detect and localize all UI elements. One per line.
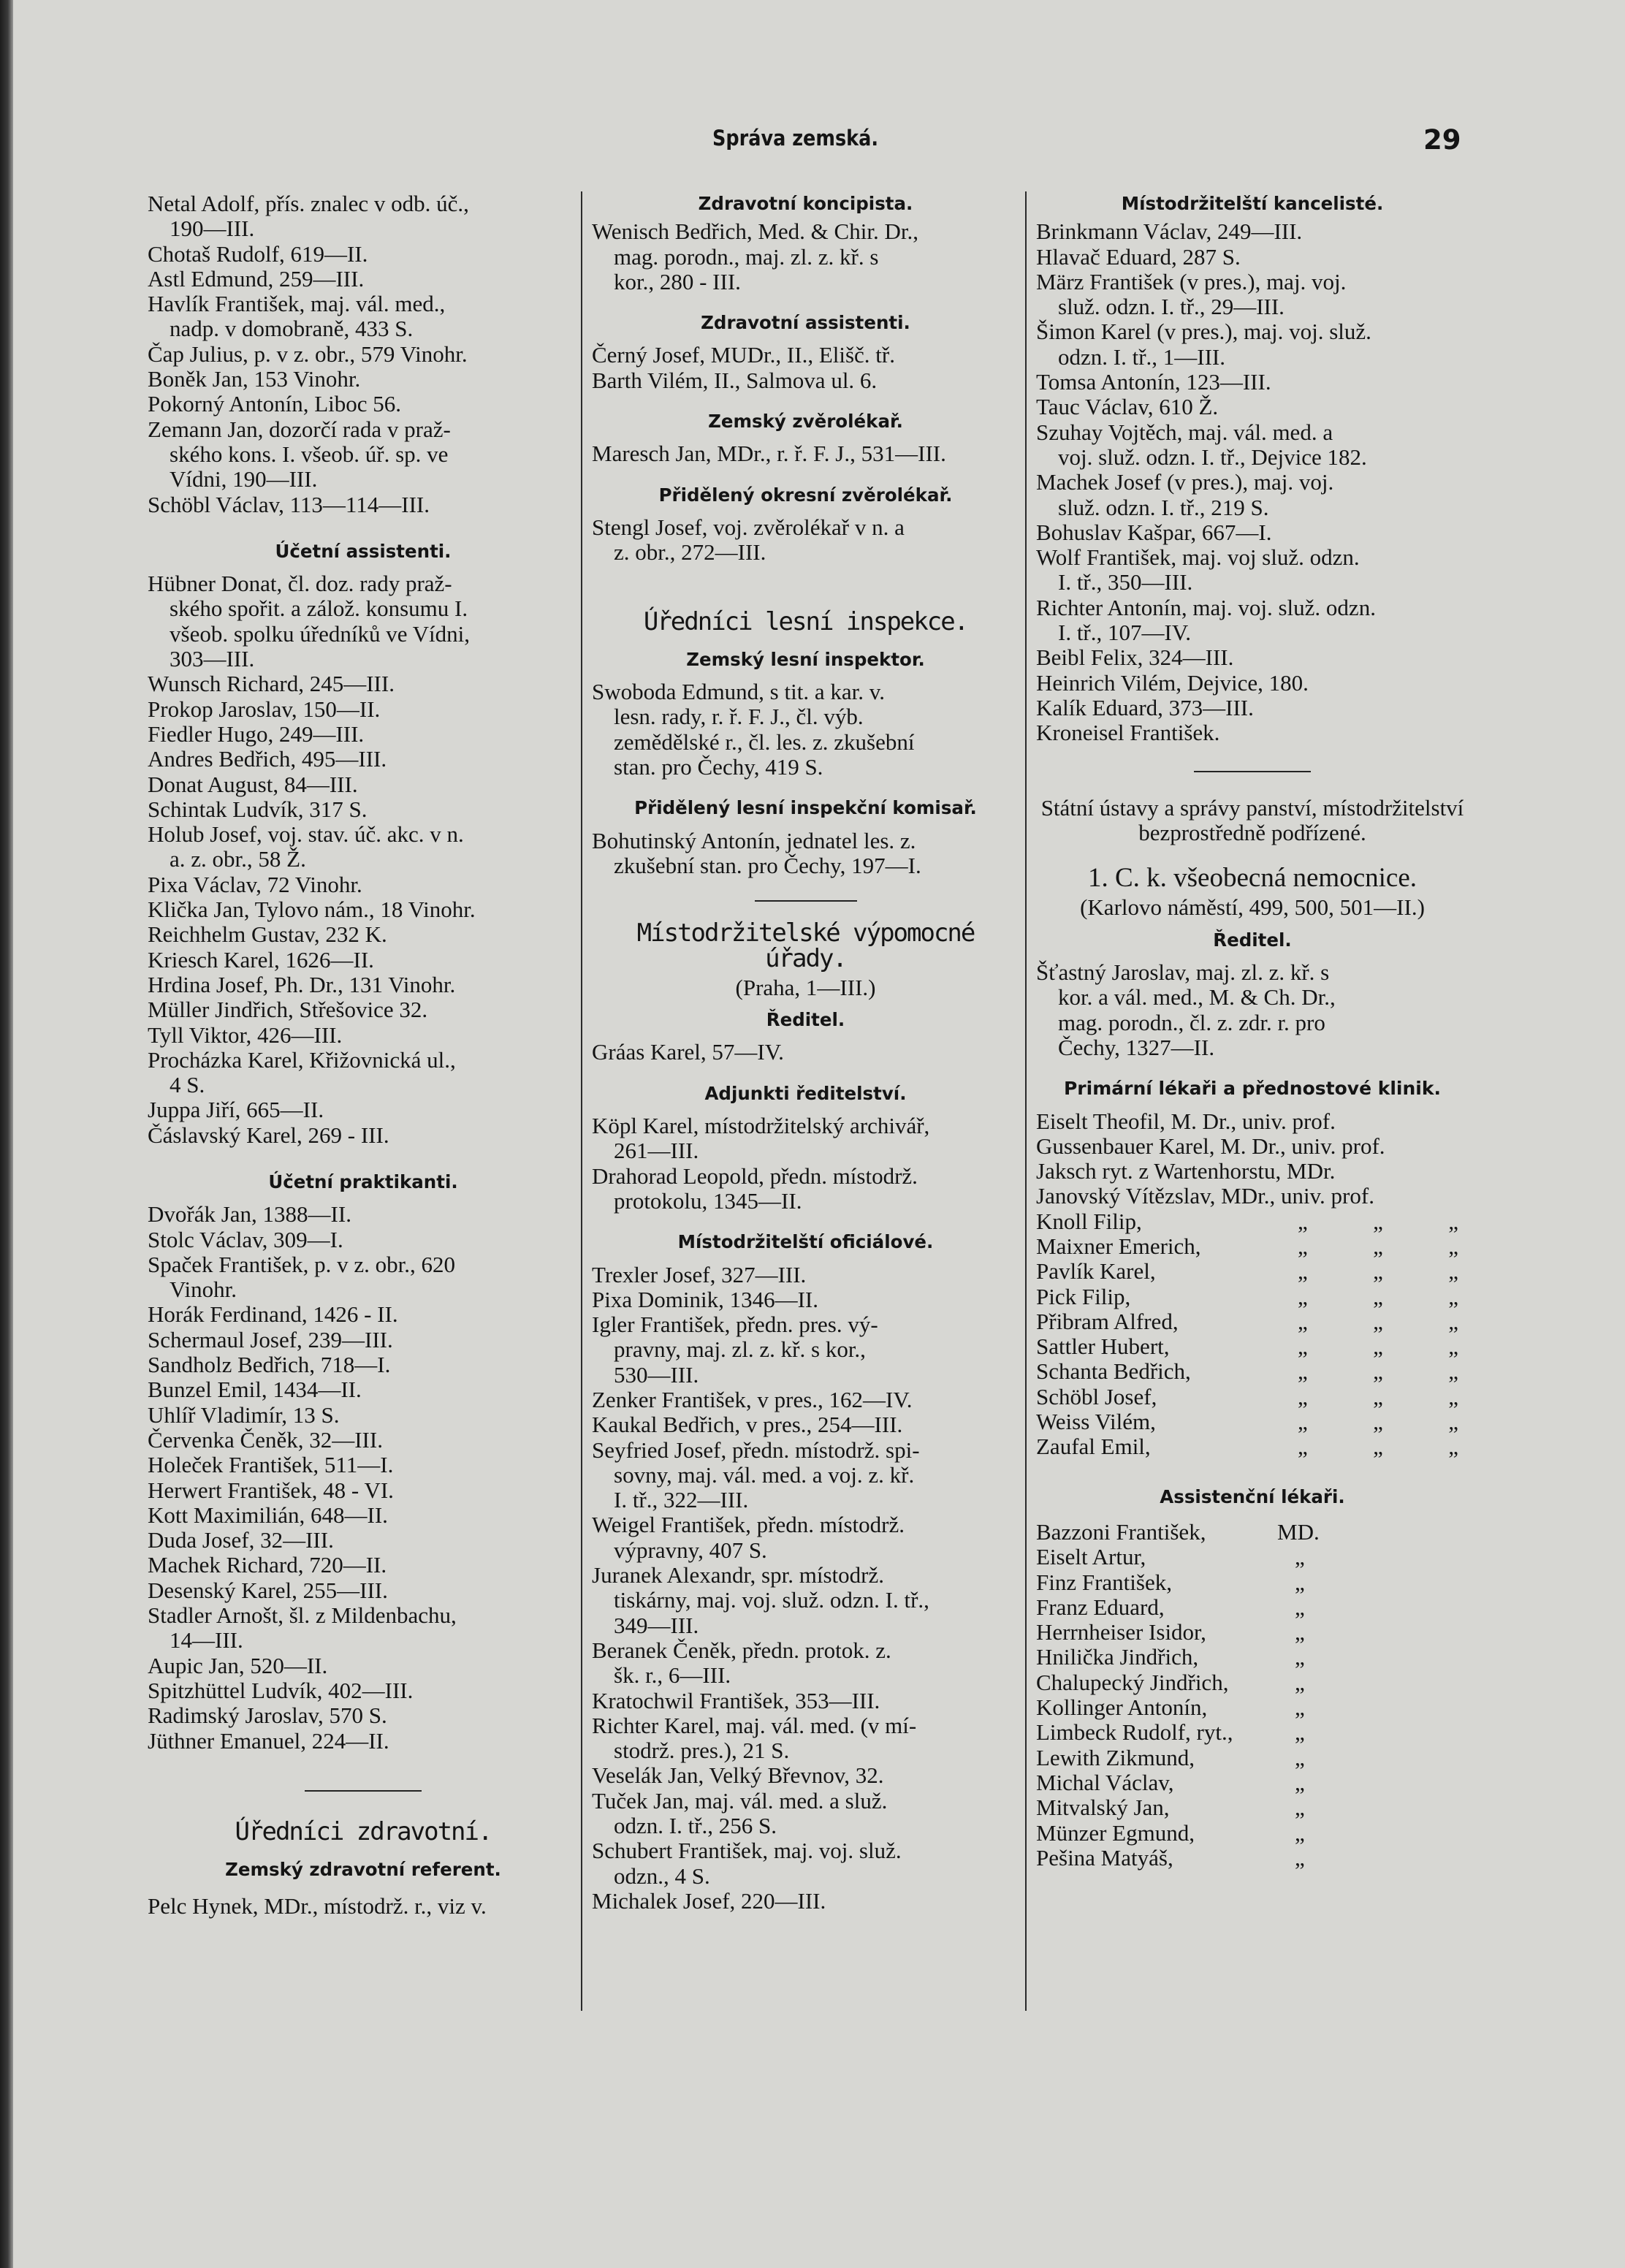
section-heading: Primární lékaři a přednostové klinik. (1063, 1078, 1441, 1100)
professor-row (1036, 1334, 1469, 1359)
entry: Wolf František, maj. voj služ. odzn. I. tř., 350—III. (1036, 544, 1360, 595)
entry: Hlavač Eduard, 287 S. (1036, 243, 1241, 270)
doctor-row (1036, 1795, 1469, 1820)
ditto-mark: „ (1373, 1434, 1383, 1460)
doctor-row (1036, 1520, 1469, 1545)
entry: Kalík Eduard, 373—III. (1036, 694, 1254, 720)
doctor-row (1036, 1570, 1469, 1595)
section-title: Úředníci lesní inspekce. (643, 606, 968, 636)
doctor-name: Finz František, (1036, 1569, 1172, 1595)
entry: Šimon Karel (v pres.), maj. voj. služ. odzn. I. tř., 1—III. (1036, 319, 1371, 370)
professor-name: Schöbl Josef, (1036, 1383, 1157, 1409)
doctor-title: MD. (1277, 1518, 1320, 1545)
entry: Kaukal Bedřich, v pres., 254—III. (592, 1412, 903, 1438)
doctor-row (1036, 1670, 1469, 1695)
professor-row (1036, 1259, 1469, 1284)
ditto-mark: „ (1298, 1208, 1308, 1234)
entry: Jaksch ryt. z Wartenhorstu, MDr. (1036, 1158, 1336, 1184)
entry: Chotaš Rudolf, 619—II. (148, 240, 368, 267)
section-heading: Účetní assistenti. (275, 540, 452, 562)
ditto-mark: „ (1373, 1308, 1383, 1334)
section-heading: Assistenční lékaři. (1160, 1485, 1345, 1507)
entry: Machek Richard, 720—II. (148, 1552, 387, 1578)
section-heading: Ředitel. (1213, 929, 1292, 951)
doctor-name: Herrnheiser Isidor, (1036, 1619, 1206, 1645)
book-spine-shadow (0, 0, 13, 2268)
ditto-mark: „ (1298, 1258, 1308, 1285)
entry: Prokop Jaroslav, 150—II. (148, 696, 381, 722)
ditto-mark: „ (1298, 1434, 1308, 1460)
column-3 (1036, 191, 1469, 1871)
entry: Müller Jindřich, Střešovice 32. (148, 997, 428, 1023)
professor-row (1036, 1385, 1469, 1409)
ditto-marks (1277, 1234, 1469, 1259)
entry: Wunsch Richard, 245—III. (148, 671, 395, 697)
column-1 (148, 191, 579, 1919)
ditto-mark: „ (1295, 1569, 1305, 1595)
ditto-marks (1277, 1334, 1469, 1359)
entry: Tuček Jan, maj. vál. med. a služ. odzn. I. tř., 256 S. (592, 1787, 888, 1839)
doctor-name: Eiselt Artur, (1036, 1544, 1146, 1570)
professor-name: Pick Filip, (1036, 1283, 1131, 1309)
ditto-mark: „ (1298, 1358, 1308, 1385)
entry: Čap Julius, p. v z. obr., 579 Vinohr. (148, 340, 468, 367)
entry: Fiedler Hugo, 249—III. (148, 720, 365, 747)
professor-row (1036, 1434, 1469, 1459)
entry: Hrdina Josef, Ph. Dr., 131 Vinohr. (148, 971, 456, 997)
entry: Heinrich Vilém, Dejvice, 180. (1036, 669, 1309, 696)
entry: Bohutinský Antonín, jednatel les. z. zkušební stan. pro Čechy, 197—I. (592, 827, 921, 878)
entry: März František (v pres.), maj. voj. služ. odzn. I. tř., 29—III. (1036, 268, 1347, 320)
professor-name: Přibram Alfred, (1036, 1308, 1179, 1334)
ditto-marks (1277, 1309, 1469, 1334)
section-heading: Zdravotní koncipista. (698, 193, 913, 214)
entry: Igler František, předn. pres. vý- pravny, maj. zl. z. kř. s kor., 530—III. (592, 1312, 878, 1388)
professor-row (1036, 1409, 1469, 1434)
professor-row (1036, 1285, 1469, 1309)
ditto-marks (1277, 1285, 1469, 1309)
divider (755, 900, 857, 902)
entry: Juppa Jiří, 665—II. (148, 1097, 324, 1123)
entry: Netal Adolf, přís. znalec v odb. úč., 190—III. (148, 191, 469, 242)
ditto-mark: „ (1295, 1719, 1305, 1746)
entry: Astl Edmund, 259—III. (148, 265, 365, 292)
section-heading: Přidělený okresní zvěrolékař. (658, 484, 953, 506)
entry: Holub Josef, voj. stav. úč. akc. v n. a. z. obr., 58 Ž. (148, 821, 464, 872)
ditto-mark: „ (1295, 1644, 1305, 1670)
ditto-mark: „ (1298, 1283, 1308, 1309)
entry: Bunzel Emil, 1434—II. (148, 1377, 362, 1403)
entry: Schintak Ludvík, 317 S. (148, 796, 368, 822)
entry: Stolc Václav, 309—I. (148, 1226, 343, 1252)
professor-row (1036, 1309, 1469, 1334)
entry: Duda Josef, 32—III. (148, 1527, 334, 1553)
entry: Pixa Dominik, 1346—II. (592, 1286, 818, 1312)
professor-name: Zaufal Emil, (1036, 1434, 1151, 1460)
ditto-mark: „ (1373, 1233, 1383, 1259)
entry: Havlík František, maj. vál. med., nadp. v domobraně, 433 S. (148, 291, 446, 342)
doctor-row (1036, 1595, 1469, 1620)
entry: Desenský Karel, 255—III. (148, 1577, 388, 1603)
ditto-mark: „ (1295, 1844, 1305, 1871)
entry: Stadler Arnošt, šl. z Mildenbachu, 14—III. (148, 1602, 457, 1654)
section-title: 1. C. k. všeobecná nemocnice. (1087, 863, 1417, 894)
entry: Uhlíř Vladimír, 13 S. (148, 1401, 340, 1428)
section-subtitle: (Praha, 1—III.) (735, 974, 876, 1000)
entry: Pixa Václav, 72 Vinohr. (148, 871, 362, 897)
divider (1194, 771, 1311, 772)
column-rule (1025, 191, 1027, 2011)
entry: Klička Jan, Tylovo nám., 18 Vinohr. (148, 897, 476, 923)
entry: Spaček František, p. v z. obr., 620 Vinohr. (148, 1251, 456, 1303)
entry: Machek Josef (v pres.), maj. voj. služ. odzn. I. tř., 219 S. (1036, 469, 1334, 520)
doctor-name: Pešina Matyáš, (1036, 1844, 1173, 1871)
doctor-row (1036, 1846, 1469, 1871)
professor-name: Schanta Bedřich, (1036, 1358, 1191, 1385)
column-2 (592, 191, 1019, 1914)
ditto-mark: „ (1298, 1409, 1308, 1435)
ditto-mark: „ (1448, 1283, 1458, 1309)
ditto-mark: „ (1373, 1208, 1383, 1234)
doctor-name: Bazzoni František, (1036, 1518, 1206, 1545)
doctor-row (1036, 1645, 1469, 1670)
ditto-mark: „ (1373, 1358, 1383, 1385)
ditto-mark: „ (1448, 1258, 1458, 1285)
running-header: Správa zemská. (712, 126, 879, 151)
ditto-mark: „ (1295, 1544, 1305, 1570)
ditto-mark: „ (1295, 1619, 1305, 1645)
entry: Procházka Karel, Křižovnická ul., 4 S. (148, 1046, 456, 1098)
ditto-mark: „ (1295, 1744, 1305, 1770)
entry: Schubert František, maj. voj. služ. odzn., 4 S. (592, 1838, 902, 1889)
doctor-name: Mitvalský Jan, (1036, 1795, 1170, 1821)
ditto-list (1036, 1209, 1469, 1460)
section-heading: Zemský lesní inspektor. (686, 648, 925, 670)
entry: Schöbl Václav, 113—114—III. (148, 491, 430, 517)
section-heading: Zemský zdravotní referent. (225, 1859, 501, 1881)
ditto-marks (1277, 1359, 1469, 1384)
ditto-mark: „ (1448, 1409, 1458, 1435)
entry: Wenisch Bedřich, Med. & Chir. Dr., mag. porodn., maj. zl. z. kř. s kor., 280 - III. (592, 218, 918, 294)
entry: Weigel František, předn. místodrž. výpravny, 407 S. (592, 1512, 905, 1563)
ditto-mark: „ (1295, 1795, 1305, 1821)
entry: Herwert František, 48 - VI. (148, 1477, 394, 1503)
doctor-row (1036, 1770, 1469, 1795)
professor-row (1036, 1209, 1469, 1234)
entry: Bohuslav Kašpar, 667—I. (1036, 519, 1272, 545)
section-heading: Místodržitelští kancelisté. (1121, 193, 1384, 214)
entry: Köpl Karel, místodržitelský archivář, 261—III. (592, 1113, 930, 1164)
entry: Drahorad Leopold, předn. místodrž. protokolu, 1345—II. (592, 1162, 918, 1214)
section-title: Úředníci zdravotní. (235, 1816, 492, 1846)
doctor-name: Franz Eduard, (1036, 1594, 1165, 1620)
ditto-mark: „ (1448, 1233, 1458, 1259)
doctor-name: Hnilička Jindřich, (1036, 1644, 1199, 1670)
doctor-name: Münzer Egmund, (1036, 1819, 1195, 1846)
entry: Pokorný Antonín, Liboc 56. (148, 391, 402, 417)
entry: Juranek Alexandr, spr. místodrž. tiskárny, maj. voj. služ. odzn. I. tř., 349—III. (592, 1562, 929, 1638)
entry: Dvořák Jan, 1388—II. (148, 1201, 351, 1228)
entry: Beibl Felix, 324—III. (1036, 644, 1234, 671)
professor-name: Maixner Emerich, (1036, 1233, 1201, 1259)
entry: Aupic Jan, 520—II. (148, 1652, 328, 1678)
ditto-mark: „ (1295, 1694, 1305, 1721)
entry: Beranek Čeněk, předn. protok. z. šk. r., 6—III. (592, 1637, 891, 1689)
entry: Sandholz Bedřich, 718—I. (148, 1352, 391, 1378)
entry: Radimský Jaroslav, 570 S. (148, 1702, 387, 1729)
entry: Zenker František, v pres., 162—IV. (592, 1386, 913, 1412)
doctor-row (1036, 1821, 1469, 1846)
doctor-row (1036, 1620, 1469, 1645)
section-subtitle: (Karlovo náměstí, 499, 500, 501—II.) (1080, 894, 1425, 921)
ditto-mark: „ (1373, 1333, 1383, 1360)
ditto-mark: „ (1295, 1669, 1305, 1695)
entry: Černý Josef, MUDr., II., Elišč. tř. (592, 342, 895, 368)
doctor-name: Kollinger Antonín, (1036, 1694, 1208, 1721)
ditto-mark: „ (1373, 1383, 1383, 1409)
entry: Stengl Josef, voj. zvěrolékař v n. a z. obr., 272—III. (592, 514, 905, 566)
ditto-marks (1277, 1434, 1469, 1459)
ditto-mark: „ (1298, 1383, 1308, 1409)
entry: Gráas Karel, 57—IV. (592, 1039, 784, 1065)
entry: Kriesch Karel, 1626—II. (148, 946, 374, 973)
entry: Janovský Vítězslav, MDr., univ. prof. (1036, 1183, 1374, 1209)
entry: Holeček František, 511—I. (148, 1452, 394, 1478)
professor-name: Sattler Hubert, (1036, 1333, 1170, 1360)
ditto-mark: „ (1298, 1308, 1308, 1334)
entry: Brinkmann Václav, 249—III. (1036, 218, 1303, 245)
ditto-mark: „ (1295, 1594, 1305, 1620)
ditto-mark: „ (1448, 1383, 1458, 1409)
entry: Maresch Jan, MDr., r. ř. F. J., 531—III. (592, 441, 946, 467)
doctor-row (1036, 1545, 1469, 1569)
doctor-row (1036, 1720, 1469, 1745)
entry: Barth Vilém, II., Salmova ul. 6. (592, 367, 878, 393)
ditto-marks (1277, 1409, 1469, 1434)
section-heading: Místodržitelští oficiálové. (677, 1231, 934, 1253)
ditto-mark: „ (1448, 1333, 1458, 1360)
ditto-mark: „ (1373, 1409, 1383, 1435)
divider (305, 1790, 422, 1792)
section-heading: Ředitel. (766, 1009, 845, 1031)
entry: Richter Antonín, maj. voj. služ. odzn. I. tř., 107—IV. (1036, 594, 1376, 646)
entry: Veselák Jan, Velký Břevnov, 32. (592, 1762, 884, 1789)
ditto-mark: „ (1295, 1819, 1305, 1846)
entry: Spitzhüttel Ludvík, 402—III. (148, 1677, 414, 1703)
entry: Hübner Donat, čl. doz. rady praž- ského spořit. a zálož. konsumu I. všeob. spolku úředníků ve Vídni, 303—III. (148, 571, 471, 672)
entry: Donat August, 84—III. (148, 771, 358, 797)
ditto-mark: „ (1295, 1769, 1305, 1795)
section-heading: Adjunkti ředitelství. (704, 1082, 907, 1104)
entry: Zemann Jan, dozorčí rada v praž- ského kons. I. všeob. úř. sp. ve Vídni, 190—III. (148, 416, 451, 492)
ditto-mark: „ (1298, 1333, 1308, 1360)
entry: Boněk Jan, 153 Vinohr. (148, 366, 361, 392)
section-heading: Účetní praktikanti. (268, 1171, 458, 1192)
entry: Jüthner Emanuel, 224—II. (148, 1727, 389, 1754)
professor-name: Pavlík Karel, (1036, 1258, 1156, 1285)
ditto-mark: „ (1373, 1258, 1383, 1285)
entry: Kott Maximilián, 648—II. (148, 1502, 388, 1528)
section-heading: Zemský zvěrolékař. (708, 411, 903, 433)
doctor-row (1036, 1746, 1469, 1770)
professor-row (1036, 1234, 1469, 1259)
column-rule (581, 191, 582, 2011)
entry: Schermaul Josef, 239—III. (148, 1326, 393, 1352)
entry: Eiselt Theofil, M. Dr., univ. prof. (1036, 1108, 1336, 1134)
entry: Richter Karel, maj. vál. med. (v mí- stodrž. pres.), 21 S. (592, 1712, 917, 1764)
professor-name: Weiss Vilém, (1036, 1409, 1156, 1435)
entry: Tomsa Antonín, 123—III. (1036, 369, 1271, 395)
doctor-name: Michal Václav, (1036, 1769, 1174, 1795)
section-heading: Zdravotní assistenti. (701, 312, 910, 334)
ditto-marks (1277, 1385, 1469, 1409)
paragraph: Státní ústavy a správy panství, místodržitelství bezprostředně podřízené. (1040, 794, 1464, 845)
entry: Andres Bedřich, 495—III. (148, 746, 387, 772)
assistant-list (1036, 1545, 1469, 1871)
ditto-mark: „ (1448, 1434, 1458, 1460)
professor-row (1036, 1359, 1469, 1384)
ditto-mark: „ (1448, 1358, 1458, 1385)
entry: Trexler Josef, 327—III. (592, 1261, 807, 1287)
entry: Reichhelm Gustav, 232 K. (148, 921, 387, 948)
doctor-name: Limbeck Rudolf, ryt., (1036, 1719, 1233, 1746)
entry: Čáslavský Karel, 269 - III. (148, 1122, 389, 1148)
doctor-row (1036, 1695, 1469, 1720)
entry: Tauc Václav, 610 Ž. (1036, 394, 1219, 420)
section-heading: Přidělený lesní inspekční komisař. (634, 797, 977, 819)
entry: Seyfried Josef, předn. místodrž. spi- sovny, maj. vál. med. a voj. z. kř. I. tř., 322—III. (592, 1436, 920, 1513)
ditto-mark: „ (1448, 1208, 1458, 1234)
professor-name: Knoll Filip, (1036, 1208, 1142, 1234)
entry: Červenka Čeněk, 32—III. (148, 1426, 383, 1453)
doctor-name: Chalupecký Jindřich, (1036, 1669, 1229, 1695)
entry: Michalek Josef, 220—III. (592, 1887, 826, 1914)
entry: Tyll Viktor, 426—III. (148, 1021, 343, 1048)
entry: Pelc Hynek, MDr., místodrž. r., viz v. (148, 1893, 487, 1919)
ditto-mark: „ (1298, 1233, 1308, 1259)
entry: Šťastný Jaroslav, maj. zl. z. kř. s kor. a vál. med., M. & Ch. Dr., mag. porodn., čl. z. zdr. r. pro Čechy, 1327—II. (1036, 959, 1336, 1060)
ditto-marks (1277, 1209, 1469, 1234)
entry: Swoboda Edmund, s tit. a kar. v. lesn. rady, r. ř. F. J., čl. výb. zemědělské r., čl. les. z. zkušební stan. pro Čechy, 419 S. (592, 679, 915, 780)
entry: Horák Ferdinand, 1426 - II. (148, 1301, 398, 1328)
entry: Kratochwil František, 353—III. (592, 1687, 880, 1713)
ditto-mark: „ (1448, 1308, 1458, 1334)
ditto-marks (1277, 1259, 1469, 1284)
doctor-name: Lewith Zikmund, (1036, 1744, 1195, 1770)
entry: Gussenbauer Karel, M. Dr., univ. prof. (1036, 1133, 1385, 1159)
page-number: 29 (1423, 124, 1461, 156)
ditto-mark: „ (1373, 1283, 1383, 1309)
entry: Szuhay Vojtěch, maj. vál. med. a voj. služ. odzn. I. tř., Dejvice 182. (1036, 419, 1367, 470)
entry: Kroneisel František. (1036, 720, 1220, 746)
section-title: Místodržitelské výpomocné úřady. (636, 918, 975, 973)
